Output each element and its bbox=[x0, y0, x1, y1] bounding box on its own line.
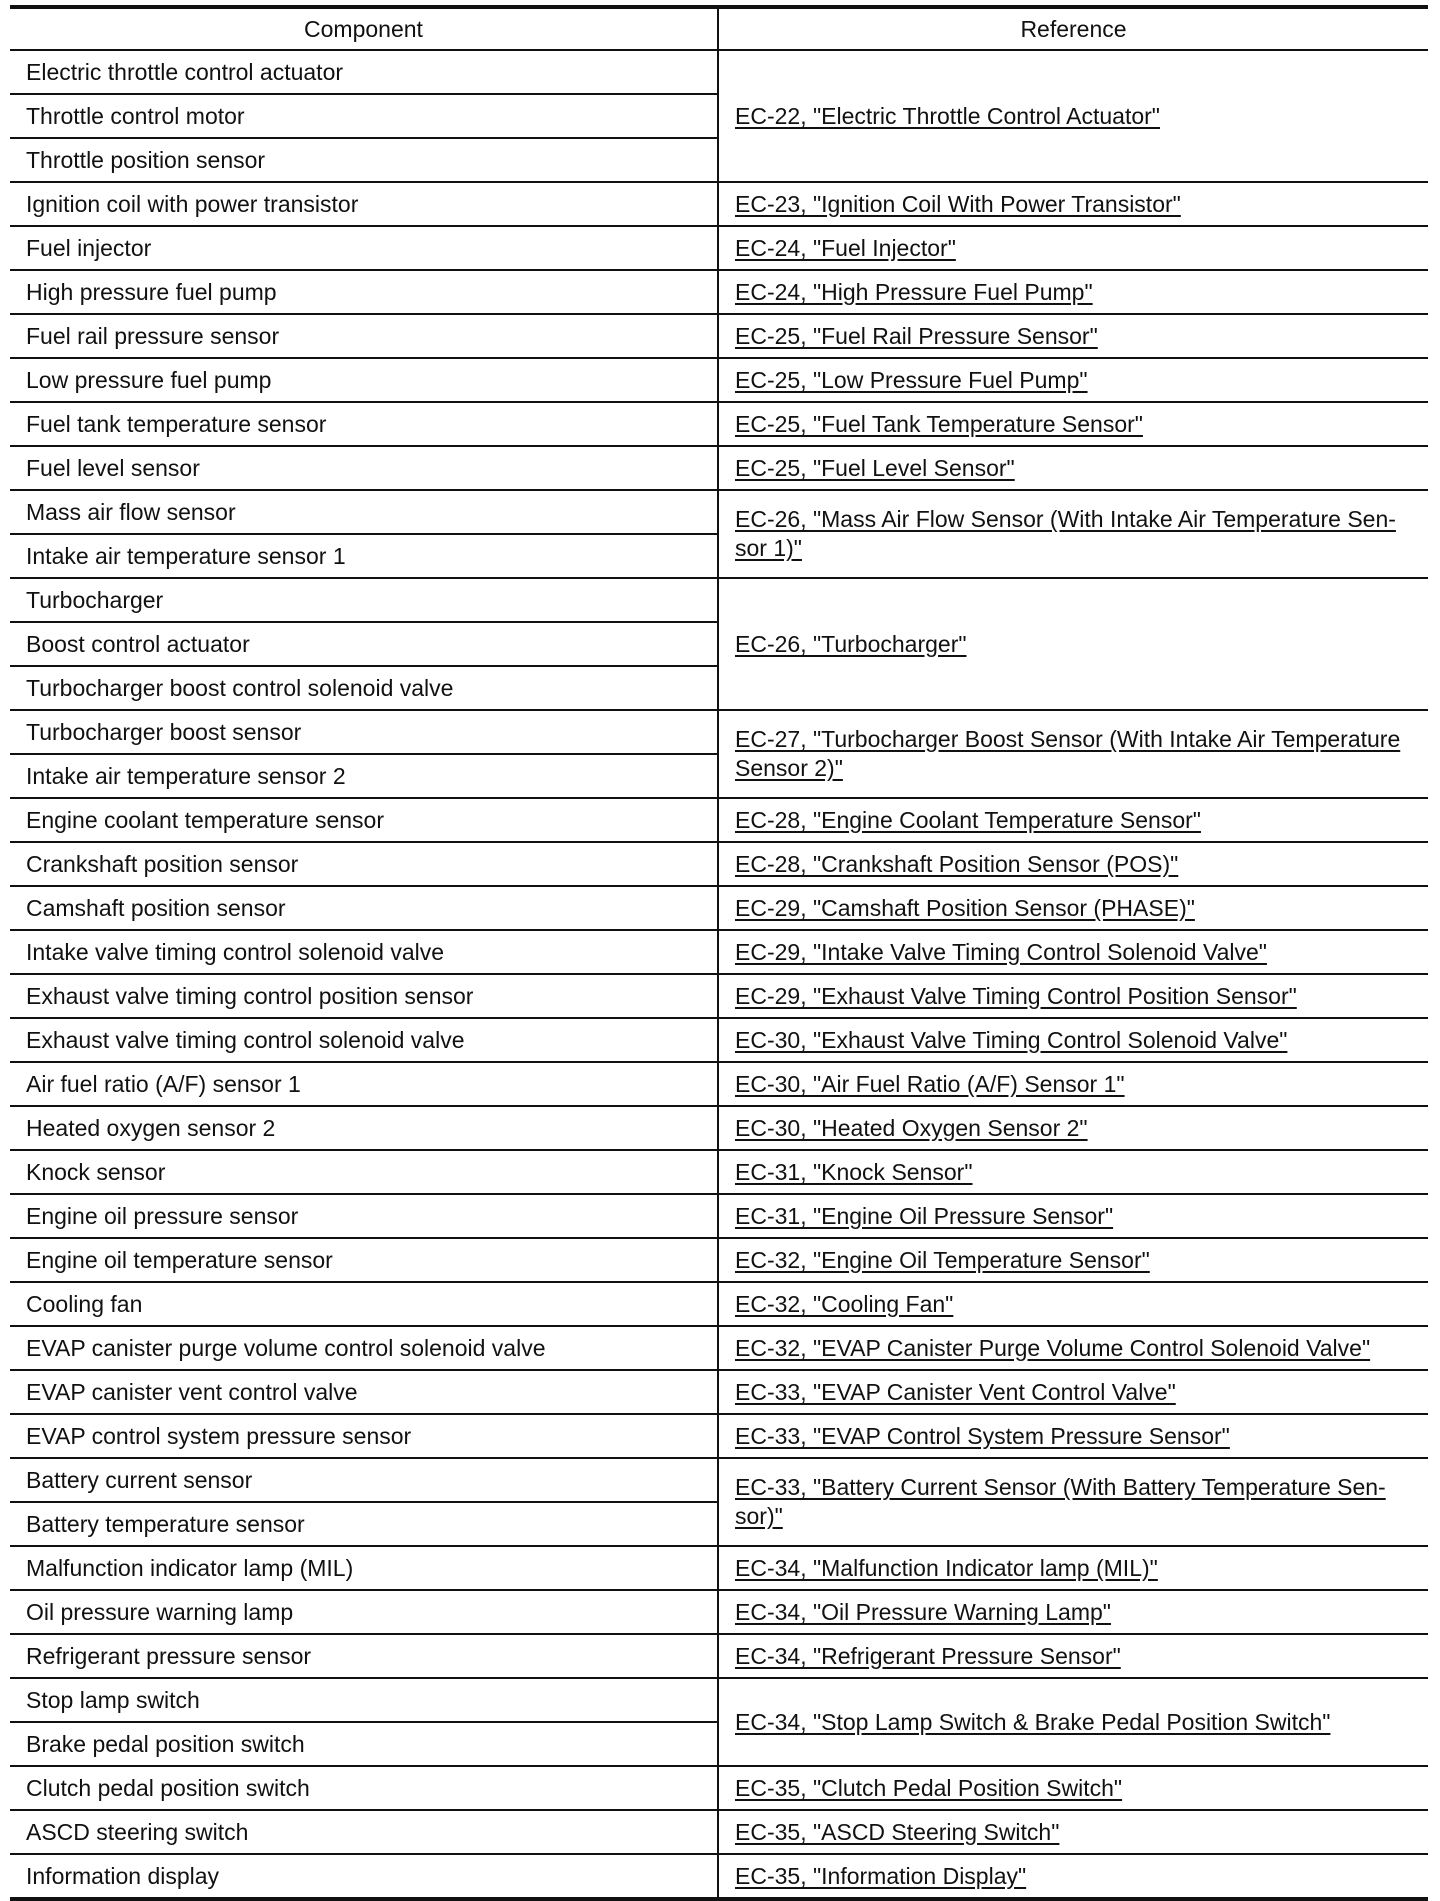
reference-link[interactable]: EC-32, "EVAP Canister Purge Volume Control Solenoid Valve" bbox=[735, 1334, 1371, 1361]
component-cell: Electric throttle control actuator bbox=[10, 50, 718, 94]
reference-link[interactable]: EC-27, "Turbocharger Boost Sensor (With Intake Air Temperature Sensor 2)" bbox=[735, 726, 1401, 781]
reference-cell bbox=[718, 1238, 1428, 1282]
reference-link[interactable]: EC-24, "High Pressure Fuel Pump" bbox=[735, 278, 1093, 305]
table-row bbox=[10, 1678, 1428, 1722]
component-cell: Intake valve timing control solenoid valve bbox=[10, 930, 718, 974]
component-cell: Fuel tank temperature sensor bbox=[10, 402, 718, 446]
table-row bbox=[10, 446, 1428, 490]
component-cell: Information display bbox=[10, 1854, 718, 1899]
reference-cell bbox=[718, 1106, 1428, 1150]
reference-link[interactable]: EC-22, "Electric Throttle Control Actuator" bbox=[735, 102, 1160, 129]
component-cell: Mass air flow sensor bbox=[10, 490, 718, 534]
component-cell: Boost control actuator bbox=[10, 622, 718, 666]
reference-link[interactable]: EC-34, "Refrigerant Pressure Sensor" bbox=[735, 1642, 1121, 1669]
component-cell: Knock sensor bbox=[10, 1150, 718, 1194]
reference-cell bbox=[718, 1282, 1428, 1326]
reference-cell bbox=[718, 1766, 1428, 1810]
reference-cell bbox=[718, 798, 1428, 842]
reference-column-header: Reference bbox=[718, 7, 1428, 50]
table-row bbox=[10, 1326, 1428, 1370]
component-cell: Low pressure fuel pump bbox=[10, 358, 718, 402]
component-cell: Refrigerant pressure sensor bbox=[10, 1634, 718, 1678]
component-cell: Intake air temperature sensor 2 bbox=[10, 754, 718, 798]
table-row bbox=[10, 1634, 1428, 1678]
reference-link[interactable]: EC-25, "Fuel Level Sensor" bbox=[735, 454, 1015, 481]
reference-cell bbox=[718, 1326, 1428, 1370]
reference-link[interactable]: EC-35, "Information Display" bbox=[735, 1862, 1027, 1889]
component-cell: Ignition coil with power transistor bbox=[10, 182, 718, 226]
reference-link[interactable]: EC-32, "Cooling Fan" bbox=[735, 1290, 954, 1317]
reference-cell bbox=[718, 710, 1428, 798]
component-cell: Throttle control motor bbox=[10, 94, 718, 138]
component-cell: Stop lamp switch bbox=[10, 1678, 718, 1722]
reference-cell bbox=[718, 358, 1428, 402]
component-cell: Fuel injector bbox=[10, 226, 718, 270]
component-cell: Intake air temperature sensor 1 bbox=[10, 534, 718, 578]
reference-link[interactable]: EC-29, "Exhaust Valve Timing Control Position Sensor" bbox=[735, 982, 1297, 1009]
table-row bbox=[10, 402, 1428, 446]
table-row bbox=[10, 1370, 1428, 1414]
component-cell: Exhaust valve timing control solenoid valve bbox=[10, 1018, 718, 1062]
reference-link[interactable]: EC-35, "ASCD Steering Switch" bbox=[735, 1818, 1060, 1845]
reference-cell bbox=[718, 226, 1428, 270]
reference-link[interactable]: EC-33, "EVAP Control System Pressure Sensor" bbox=[735, 1422, 1230, 1449]
header-row bbox=[10, 7, 1428, 50]
table-row bbox=[10, 842, 1428, 886]
component-cell: EVAP canister vent control valve bbox=[10, 1370, 718, 1414]
component-reference-table bbox=[10, 5, 1428, 1901]
component-cell: High pressure fuel pump bbox=[10, 270, 718, 314]
reference-cell bbox=[718, 1150, 1428, 1194]
table-row bbox=[10, 1766, 1428, 1810]
reference-cell bbox=[718, 1634, 1428, 1678]
component-column-header: Component bbox=[10, 7, 718, 50]
reference-link[interactable]: EC-26, "Turbocharger" bbox=[735, 630, 967, 657]
reference-link[interactable]: EC-25, "Fuel Rail Pressure Sensor" bbox=[735, 322, 1098, 349]
table-row bbox=[10, 226, 1428, 270]
table-row bbox=[10, 358, 1428, 402]
reference-link[interactable]: EC-32, "Engine Oil Temperature Sensor" bbox=[735, 1246, 1150, 1273]
component-cell: Throttle position sensor bbox=[10, 138, 718, 182]
component-cell: Engine oil temperature sensor bbox=[10, 1238, 718, 1282]
reference-link[interactable]: EC-30, "Exhaust Valve Timing Control Solenoid Valve" bbox=[735, 1026, 1288, 1053]
component-cell: Battery current sensor bbox=[10, 1458, 718, 1502]
reference-cell bbox=[718, 886, 1428, 930]
component-cell: Malfunction indicator lamp (MIL) bbox=[10, 1546, 718, 1590]
component-cell: Heated oxygen sensor 2 bbox=[10, 1106, 718, 1150]
table-row bbox=[10, 1150, 1428, 1194]
component-cell: Turbocharger boost sensor bbox=[10, 710, 718, 754]
component-cell: Crankshaft position sensor bbox=[10, 842, 718, 886]
component-cell: Air fuel ratio (A/F) sensor 1 bbox=[10, 1062, 718, 1106]
table-row bbox=[10, 974, 1428, 1018]
table-row bbox=[10, 1546, 1428, 1590]
reference-link[interactable]: EC-33, "EVAP Canister Vent Control Valve" bbox=[735, 1378, 1176, 1405]
reference-cell bbox=[718, 446, 1428, 490]
reference-cell bbox=[718, 50, 1428, 182]
reference-cell bbox=[718, 1018, 1428, 1062]
component-cell: Cooling fan bbox=[10, 1282, 718, 1326]
reference-link[interactable]: EC-31, "Knock Sensor" bbox=[735, 1158, 973, 1185]
table-row bbox=[10, 1194, 1428, 1238]
reference-cell bbox=[718, 182, 1428, 226]
reference-link[interactable]: EC-34, "Oil Pressure Warning Lamp" bbox=[735, 1598, 1111, 1625]
reference-link[interactable]: EC-35, "Clutch Pedal Position Switch" bbox=[735, 1774, 1123, 1801]
reference-cell bbox=[718, 402, 1428, 446]
table-body bbox=[10, 50, 1428, 1899]
table-row bbox=[10, 798, 1428, 842]
reference-link[interactable]: EC-28, "Engine Coolant Temperature Sensor" bbox=[735, 806, 1201, 833]
table-row bbox=[10, 1238, 1428, 1282]
reference-cell bbox=[718, 578, 1428, 710]
reference-cell bbox=[718, 1370, 1428, 1414]
table-row bbox=[10, 182, 1428, 226]
reference-link[interactable]: EC-30, "Heated Oxygen Sensor 2" bbox=[735, 1114, 1088, 1141]
component-cell: Oil pressure warning lamp bbox=[10, 1590, 718, 1634]
reference-link[interactable]: EC-34, "Malfunction Indicator lamp (MIL)" bbox=[735, 1554, 1158, 1581]
reference-cell bbox=[718, 1810, 1428, 1854]
component-cell: EVAP canister purge volume control solenoid valve bbox=[10, 1326, 718, 1370]
reference-cell bbox=[718, 490, 1428, 578]
reference-link[interactable]: EC-30, "Air Fuel Ratio (A/F) Sensor 1" bbox=[735, 1070, 1125, 1097]
reference-cell bbox=[718, 1458, 1428, 1546]
table-row bbox=[10, 1106, 1428, 1150]
component-cell: EVAP control system pressure sensor bbox=[10, 1414, 718, 1458]
table-row bbox=[10, 886, 1428, 930]
reference-link[interactable]: EC-29, "Camshaft Position Sensor (PHASE)" bbox=[735, 894, 1195, 921]
reference-link[interactable]: EC-33, "Battery Current Sensor (With Battery Temperature Sen-sor)" bbox=[735, 1474, 1386, 1529]
table-row bbox=[10, 1810, 1428, 1854]
table-row bbox=[10, 1062, 1428, 1106]
table-row bbox=[10, 50, 1428, 94]
component-cell: ASCD steering switch bbox=[10, 1810, 718, 1854]
table-row bbox=[10, 930, 1428, 974]
component-cell: Exhaust valve timing control position sensor bbox=[10, 974, 718, 1018]
reference-link[interactable]: EC-25, "Low Pressure Fuel Pump" bbox=[735, 366, 1088, 393]
reference-cell bbox=[718, 1414, 1428, 1458]
table-row bbox=[10, 710, 1428, 754]
component-cell: Camshaft position sensor bbox=[10, 886, 718, 930]
reference-link[interactable]: EC-31, "Engine Oil Pressure Sensor" bbox=[735, 1202, 1114, 1229]
reference-link[interactable]: EC-29, "Intake Valve Timing Control Solenoid Valve" bbox=[735, 938, 1267, 965]
table-row bbox=[10, 490, 1428, 534]
component-cell: Clutch pedal position switch bbox=[10, 1766, 718, 1810]
reference-cell bbox=[718, 842, 1428, 886]
reference-link[interactable]: EC-34, "Stop Lamp Switch & Brake Pedal Position Switch" bbox=[735, 1708, 1331, 1735]
component-cell: Engine oil pressure sensor bbox=[10, 1194, 718, 1238]
table-row bbox=[10, 1414, 1428, 1458]
reference-cell bbox=[718, 1678, 1428, 1766]
table-row bbox=[10, 314, 1428, 358]
reference-link[interactable]: EC-28, "Crankshaft Position Sensor (POS)" bbox=[735, 850, 1179, 877]
reference-cell bbox=[718, 1062, 1428, 1106]
table-row bbox=[10, 1590, 1428, 1634]
reference-cell bbox=[718, 930, 1428, 974]
table-row bbox=[10, 1282, 1428, 1326]
table-row bbox=[10, 578, 1428, 622]
table-row bbox=[10, 1854, 1428, 1899]
reference-link[interactable]: EC-25, "Fuel Tank Temperature Sensor" bbox=[735, 410, 1143, 437]
reference-cell bbox=[718, 1854, 1428, 1899]
table-row bbox=[10, 1018, 1428, 1062]
component-cell: Fuel rail pressure sensor bbox=[10, 314, 718, 358]
reference-cell bbox=[718, 974, 1428, 1018]
reference-cell bbox=[718, 1546, 1428, 1590]
reference-cell bbox=[718, 270, 1428, 314]
component-cell: Engine coolant temperature sensor bbox=[10, 798, 718, 842]
reference-cell bbox=[718, 1194, 1428, 1238]
reference-link[interactable]: EC-24, "Fuel Injector" bbox=[735, 234, 956, 261]
table-row bbox=[10, 1458, 1428, 1502]
component-cell: Turbocharger boost control solenoid valve bbox=[10, 666, 718, 710]
component-cell: Battery temperature sensor bbox=[10, 1502, 718, 1546]
reference-link[interactable]: EC-26, "Mass Air Flow Sensor (With Intake Air Temperature Sen-sor 1)" bbox=[735, 506, 1396, 561]
component-cell: Turbocharger bbox=[10, 578, 718, 622]
reference-link[interactable]: EC-23, "Ignition Coil With Power Transistor" bbox=[735, 190, 1181, 217]
reference-cell bbox=[718, 1590, 1428, 1634]
reference-cell bbox=[718, 314, 1428, 358]
table-row bbox=[10, 270, 1428, 314]
component-cell: Brake pedal position switch bbox=[10, 1722, 718, 1766]
component-cell: Fuel level sensor bbox=[10, 446, 718, 490]
